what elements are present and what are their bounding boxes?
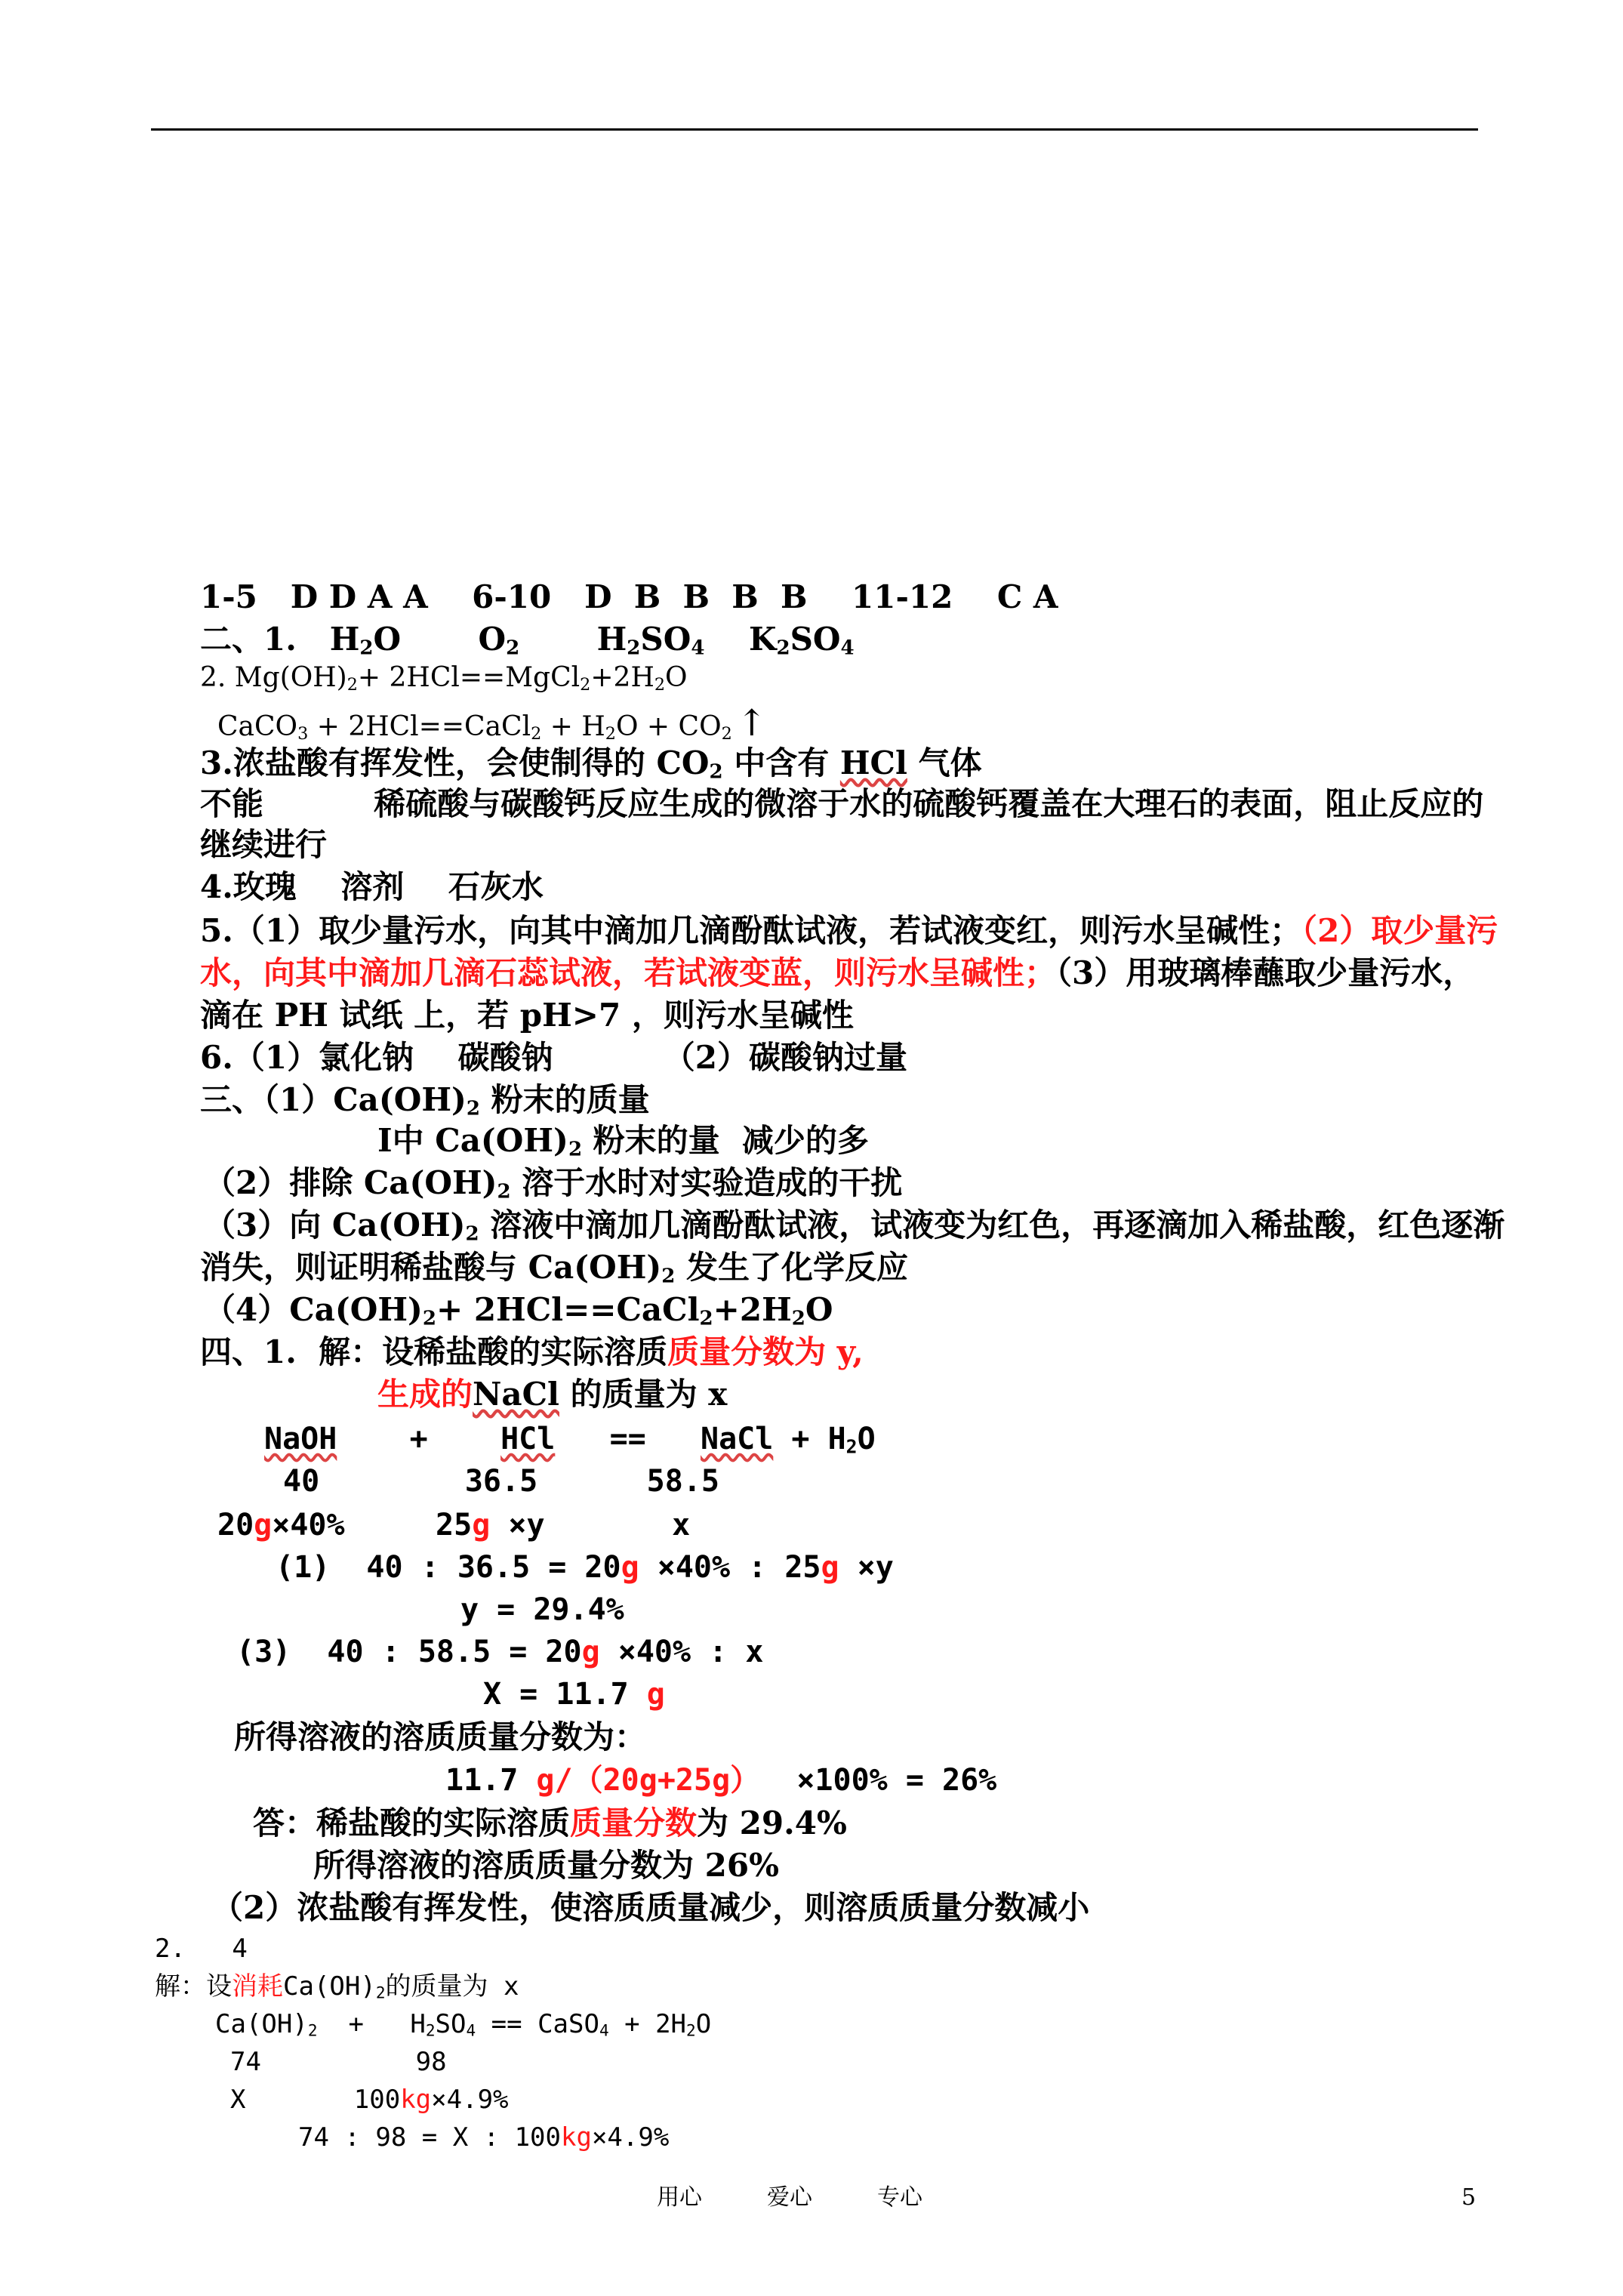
s2-q5-line1: 5.（1）取少量污水，向其中滴加几滴酚酞试液，若试液变红，则污水呈碱性；（2）取少量污 <box>200 912 1498 949</box>
s4-q1-frac-label: 所得溶液的溶质质量分数为： <box>234 1718 647 1755</box>
s4-q1-mass: 20g×40% 25g ×y x <box>217 1508 691 1542</box>
s2-q5-line2: 水，向其中滴加几滴石蕊试液，若试液变蓝，则污水呈碱性；（3）用玻璃棒蘸取少量污水， <box>200 954 1475 991</box>
s4-q2-number: 2. 4 <box>155 1934 248 1964</box>
s4-q1-frac: 11.7 g/（20g+25g） ×100% = 26% <box>445 1763 997 1798</box>
page-number: 5 <box>1461 2184 1477 2211</box>
s4-q2-equation: $Ca(OH)_2 + H_2SO_4$ == CaSO$_4$ + $2H_2O$ <box>215 2009 712 2040</box>
s4-q1-x: X = 11.7 g <box>483 1677 665 1712</box>
s2-q3-line3: 继续进行 <box>200 826 328 863</box>
s2-q1: 二、1. $H_2O$ $O_2$ $H_2SO_4$ $K_2SO_4$ <box>200 621 855 660</box>
s4-q1-part2: （2）浓盐酸有挥发性，使溶质质量减少，则溶质质量分数减小 <box>211 1889 1090 1926</box>
s2-q3-line2: 不能 稀硫酸与碳酸钙反应生成的微溶于水的硫酸钙覆盖在大理石的表面，阻止反应的 <box>200 785 1484 822</box>
s3-line3: （2）排除 $Ca(OH)_2$ 溶于水时对实验造成的干扰 <box>204 1164 903 1203</box>
s4-q2-molar: 74 98 <box>230 2047 447 2077</box>
footer-motto-2: 爱心 <box>767 2184 812 2211</box>
s4-q1-line1: 四、1. 解：设稀盐酸的实际溶质质量分数为 y, <box>200 1333 864 1370</box>
s2-q5-line3: 滴在 PH 试纸 上，若 pH>7 ，则污水呈碱性 <box>200 997 854 1034</box>
s4-q1-answer1: 答：稀盐酸的实际溶质质量分数为 29.4% <box>253 1804 847 1841</box>
s2-q6: 6.（1）氯化钠 碳酸钠 （2）碳酸钠过量 <box>200 1039 908 1076</box>
s4-q2-setup: 解：设消耗$Ca(OH)_2$的质量为 x <box>155 1971 519 2002</box>
s4-q2-mass: X 100kg×4.9% <box>230 2085 509 2115</box>
footer-motto-3: 专心 <box>877 2184 922 2211</box>
s4-q1-molar: 40 36.5 58.5 <box>283 1464 719 1499</box>
s4-q2-ratio: 74 : 98 = X : 100kg×4.9% <box>298 2122 670 2153</box>
footer-motto-1: 用心 <box>657 2184 702 2211</box>
s4-q1-y: y = 29.4% <box>460 1592 624 1627</box>
s3-line1: 三、$(1)Ca(OH)_2$ 粉末的质量 <box>200 1081 650 1120</box>
s3-line5: 消失，则证明稀盐酸与 $Ca(OH)_2$ 发生了化学反应 <box>200 1249 909 1288</box>
s4-q1-line2: 生成的NaCl 的质量为 x <box>377 1376 728 1413</box>
s3-line6: $(4)Ca(OH)_2+$ $2HCl==CaCl_2+2H_2O$ <box>204 1291 833 1330</box>
s3-line4: （3）向 $Ca(OH)_2$ 溶液中滴加几滴酚酞试液，试液变为红色，再逐滴加入稀盐酸，红色逐渐 <box>204 1207 1505 1246</box>
mc-answers: 1-5 D D A A 6-10 D B B B B 11-12 C A <box>200 578 1058 615</box>
s4-q1-answer2: 所得溶液的溶质质量分数为 26% <box>313 1847 779 1884</box>
s2-q2-line1: 2. $Mg(OH)_2+$ $2HCl==MgCl_2+2H_2O$ <box>200 662 688 695</box>
s2-q2-line2: CaCO$_3$ + 2HCl==CaCl$_2$ + $H_2O + CO_2$ ↑ <box>217 702 767 744</box>
s4-q1-calc1: (1) 40 : 36.5 = 20g ×40% : 25g ×y <box>276 1550 894 1585</box>
s4-q1-equation: NaOH + HCl == NaCl + $H_2O$ <box>264 1422 876 1458</box>
gas-arrow-icon: ↑ <box>736 702 767 744</box>
s2-q4: 4.玫瑰 溶剂 石灰水 <box>200 868 544 905</box>
header-rule <box>151 128 1478 131</box>
s2-q3-line1: 3.浓盐酸有挥发性，会使制得的 $CO_2$ 中含有 HCl 气体 <box>200 744 982 784</box>
s3-line2: Ⅰ中 $Ca(OH)_2$ 粉末的量 减少的多 <box>377 1122 869 1161</box>
s4-q1-calc3: (3) 40 : 58.5 = 20g ×40% : x <box>236 1635 764 1669</box>
